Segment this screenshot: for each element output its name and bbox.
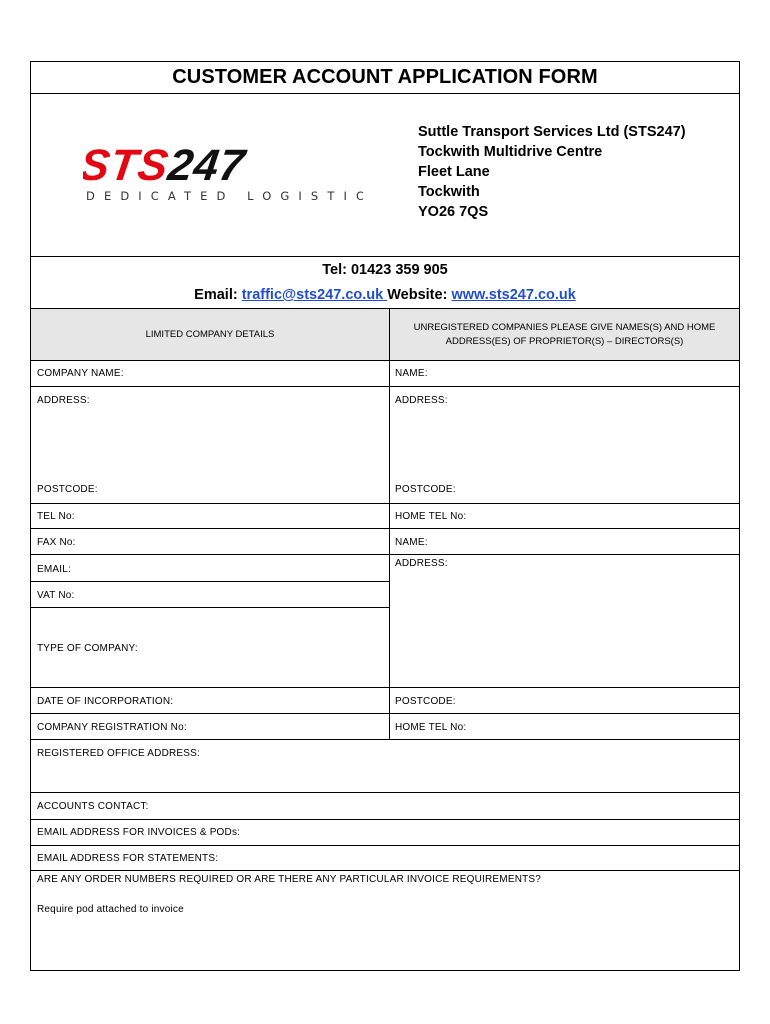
proprietor-postcode-label: POSTCODE: [395,484,456,495]
address-line: Tockwith [418,184,480,200]
proprietor-address-label: ADDRESS: [395,395,448,406]
sts247-logo [83,144,363,204]
limited-company-header: LIMITED COMPANY DETAILS [145,328,275,340]
divider [31,93,739,94]
type-of-company-label: TYPE OF COMPANY: [37,643,138,654]
accounts-contact-label: ACCOUNTS CONTACT: [37,801,149,812]
email-label: EMAIL: [37,564,71,575]
address-line: YO26 7QS [418,204,489,220]
invoice-requirements-value: Require pod attached to invoice [37,904,184,915]
invoice-requirements-label: ARE ANY ORDER NUMBERS REQUIRED OR ARE THERE ANY PARTICULAR INVOICE REQUIREMENTS? [37,874,542,885]
email-link[interactable]: traffic@sts247.co.uk [241,287,388,303]
website-label: Website: [387,287,452,303]
company-address [418,122,686,222]
svg-text:STS247: STS247 [83,144,249,190]
proprietor-name-label: NAME: [395,368,428,379]
address-line: Fleet Lane [418,164,490,180]
incorporation-date-label: DATE OF INCORPORATION: [37,696,174,707]
address-label: ADDRESS: [37,395,90,406]
telephone: Tel: 01423 359 905 [322,262,448,278]
unregistered-companies-header: UNREGISTERED COMPANIES PLEASE GIVE NAMES(S) AND HOME ADDRESS(ES) OF PROPRIETOR(S) – DIRECTORS(S) [413,321,716,347]
registered-office-label: REGISTERED OFFICE ADDRESS: [37,748,201,759]
proprietor-home-tel-label: HOME TEL No: [395,511,467,522]
divider [31,256,739,257]
vat-label: VAT No: [37,590,75,601]
form-title: CUSTOMER ACCOUNT APPLICATION FORM [172,66,598,88]
logo-graphic [83,144,363,204]
statement-email-label: EMAIL ADDRESS FOR STATEMENTS: [37,853,219,864]
website-link[interactable]: www.sts247.co.uk [451,287,576,303]
postcode-label: POSTCODE: [37,484,98,495]
application-form [30,61,740,971]
director-home-tel-label: HOME TEL No: [395,722,467,733]
invoice-email-label: EMAIL ADDRESS FOR INVOICES & PODs: [37,827,241,838]
director-postcode-label: POSTCODE: [395,696,456,707]
registration-number-label: COMPANY REGISTRATION No: [37,722,187,733]
director-name-label: NAME: [395,537,428,548]
tel-label: TEL No: [37,511,75,522]
svg-text:DEDICATED LOGISTICS: DEDICATED LOGISTICS [86,189,363,203]
company-name-label: COMPANY NAME: [37,368,124,379]
address-line: Tockwith Multidrive Centre [418,144,603,160]
director-address-label: ADDRESS: [395,558,448,569]
email-website-line [31,287,739,303]
fax-label: FAX No: [37,537,76,548]
address-line: Suttle Transport Services Ltd (STS247) [418,124,686,140]
email-label: Email: [194,287,242,303]
